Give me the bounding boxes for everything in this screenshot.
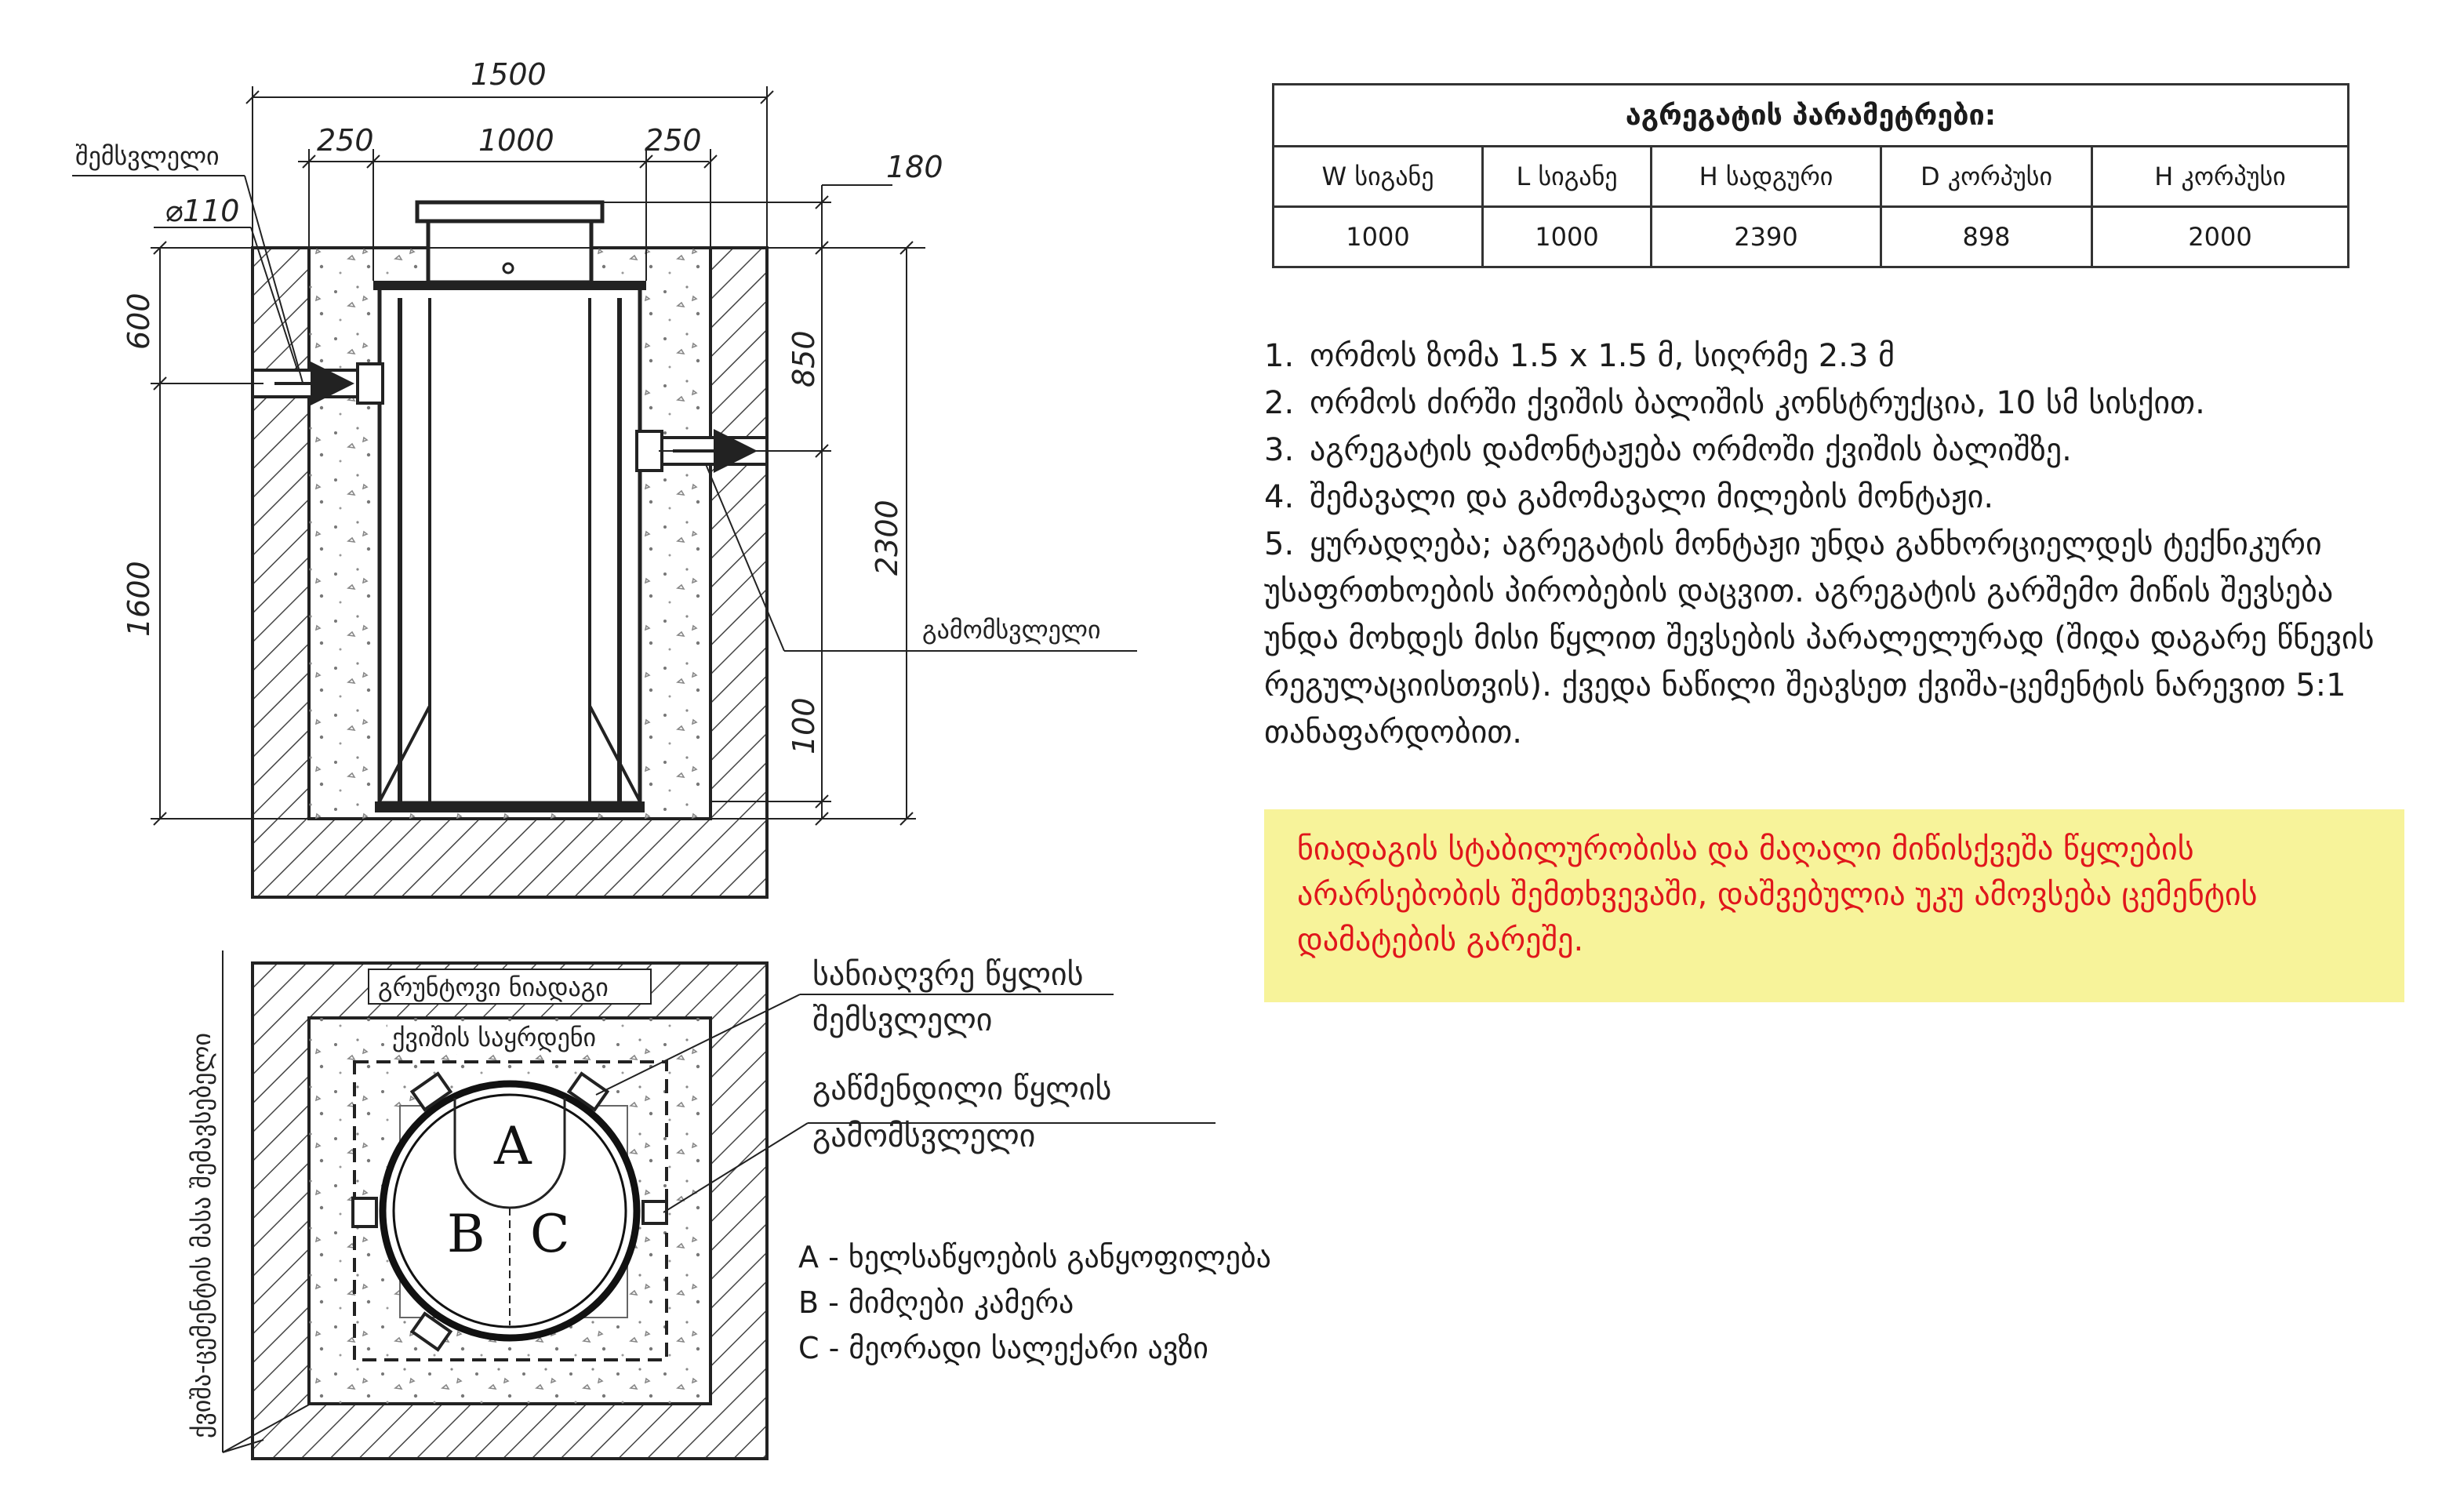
ground-label: გრუნტოვი ნიადაგი — [378, 972, 609, 1002]
params-header-l: L სიგანე — [1483, 147, 1652, 207]
params-value-w: 1000 — [1274, 207, 1483, 267]
installation-notes — [1264, 333, 2393, 756]
params-table-title: აგრეგატის პარამეტრები: — [1274, 85, 2349, 147]
legend-a: A - ხელსაწყოების განყოფილება — [798, 1240, 1271, 1274]
params-value-h-station: 2390 — [1652, 207, 1881, 267]
warning-text: ნიადაგის სტაბილურობისა და მაღალი მიწისქვეშა წყლების არარსებობის შემთხვევაში, დაშვებულია უკუ ამოვსება ცემენტის დამატების გარეშე. — [1297, 831, 2258, 958]
note-item: 2. ორმოს ძირში ქვიშის ბალიშის კონსტრუქცია, 10 სმ სისქით. — [1264, 385, 2205, 421]
dim-inner-width: 1000 — [478, 123, 554, 158]
legend-c: C - მეორადი სალექარი ავზი — [798, 1331, 1208, 1365]
params-header-h-body: H კორპუსი — [2092, 147, 2349, 207]
dim-lower-height: 1600 — [122, 561, 156, 637]
compartment-a-letter: A — [494, 1116, 532, 1176]
params-header-d-body: D კორპუსი — [1881, 147, 2092, 207]
legend — [798, 1240, 1271, 1365]
params-header-h-station: H სადგური — [1652, 147, 1881, 207]
compartment-c-letter: C — [530, 1204, 570, 1264]
dim-outlet-depth: 850 — [787, 330, 821, 387]
note-item: 4. შემავალი და გამომავალი მილების მონტაჟი. — [1264, 479, 1994, 515]
dim-total-height: 2300 — [870, 500, 904, 576]
dim-inlet-depth: 600 — [122, 293, 156, 350]
compartment-b-letter: B — [447, 1204, 485, 1264]
legend-b: B - მიმღები კამერა — [798, 1285, 1074, 1320]
clean-outlet-label-line1: გაწმენდილი წყლის — [812, 1071, 1112, 1107]
sand-cushion-label: ქვიშის საყრდენი — [392, 1023, 597, 1052]
note-item: 5. ყურადღება; აგრეგატის მონტაჟი უნდა განხორციელდეს ტექნიკური უსაფრთხოების პირობების დაცვით. აგრეგატის გარშემო მიწის შევსება უნდა მოხდეს მისი წყლით შევსების პარალელურად (შიდა დაგარე წნევის რეგულაციისთვის). ქვედა ნაწილი შეავსეთ ქვიშა-ცემენტის ნარევით 5:1 თანაფარდობით. — [1264, 526, 2375, 751]
clean-outlet-label-line2: გამომსვლელი — [812, 1118, 1036, 1154]
inlet-label: შემსვლელი — [75, 141, 220, 171]
side-fill-label: ქვიშა-ცემენტის მასა შემავსებელი — [187, 1032, 216, 1438]
params-table — [1272, 83, 2349, 268]
params-value-d-body: 898 — [1881, 207, 2092, 267]
params-value-l: 1000 — [1483, 207, 1652, 267]
dim-right-gap: 250 — [645, 123, 702, 158]
note-item: 1. ორმოს ზომა 1.5 x 1.5 მ, სიღრმე 2.3 მ — [1264, 338, 1895, 374]
dim-total-width: 1500 — [471, 57, 547, 92]
plan-view — [187, 950, 1216, 1459]
sewage-inlet-label-line1: სანიაღვრე წყლის — [812, 957, 1084, 993]
note-item: 3. აგრეგატის დამონტაჟება ორმოში ქვიშის ბალიშზე. — [1264, 432, 2072, 468]
section-view — [72, 57, 1137, 897]
dim-inlet-diameter: ⌀110 — [165, 194, 240, 228]
inlet-pipe — [253, 364, 383, 403]
outlet-label: გამომსვლელი — [922, 615, 1101, 645]
dim-top-offset: 180 — [886, 150, 943, 184]
warning-box — [1264, 809, 2404, 1002]
dim-left-gap: 250 — [317, 123, 374, 158]
sewage-inlet-label-line2: შემსვლელი — [812, 1002, 993, 1038]
params-value-h-body: 2000 — [2092, 207, 2349, 267]
params-header-w: W სიგანე — [1274, 147, 1483, 207]
dim-base-height: 100 — [787, 697, 821, 754]
